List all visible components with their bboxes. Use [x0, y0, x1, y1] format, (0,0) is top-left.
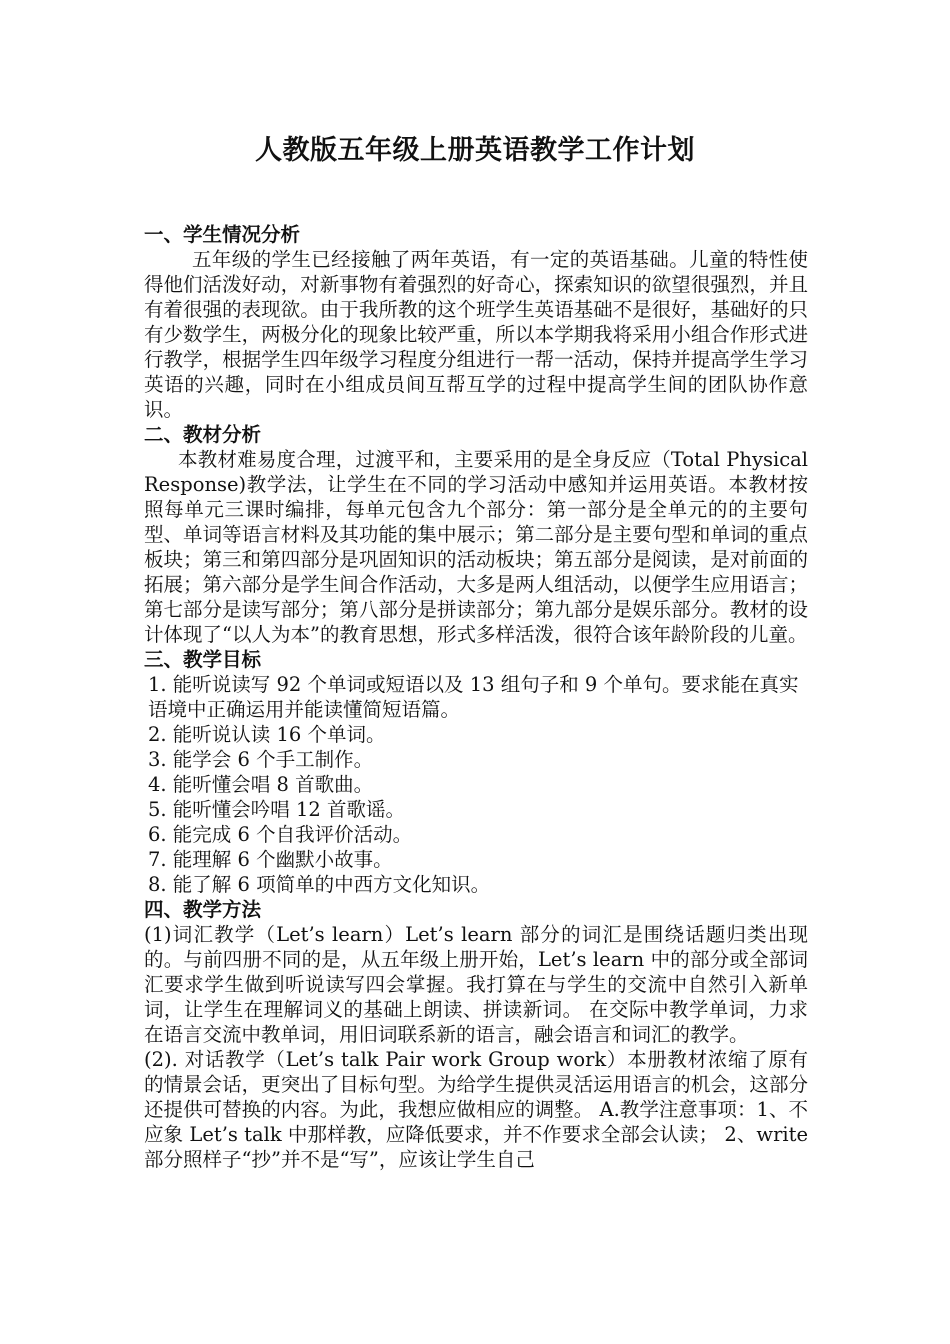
goal-item: 4. 能听懂会唱 8 首歌曲。 — [148, 773, 374, 796]
section-heading-teaching-methods: 四、教学方法 — [144, 898, 262, 921]
goal-item: 6. 能完成 6 个自我评价活动。 — [148, 823, 413, 846]
section-paragraph-student-analysis: 五年级的学生已经接触了两年英语，有一定的英语基础。儿童的特性使得他们活泼好动，对新事物有着强烈的好奇心，探索知识的欲望很强烈，并且有着很强的表现欲。由于我所教的这个班学生英语基础不是很好，基础好的只有少数学生，两极分化的现象比较严重，所以本学期我将采用小组合作形式进行教学，根据学生四年级学习程度分组进行一帮一活动，保持并提高学生学习英语的兴趣，同时在小组成员间互帮互学的过程中提高学生间的团队协作意识。 — [144, 248, 808, 421]
section-heading-student-analysis: 一、学生情况分析 — [144, 223, 301, 246]
goal-item: 3. 能学会 6 个手工制作。 — [148, 748, 374, 771]
section-heading-textbook-analysis: 二、教材分析 — [144, 423, 262, 446]
document-body — [144, 222, 808, 1172]
goal-item: 5. 能听懂会吟唱 12 首歌谣。 — [148, 798, 406, 821]
section-paragraph-textbook-analysis: 本教材难易度合理，过渡平和，主要采用的是全身反应（Total Physical Response)教学法，让学生在不同的学习活动中感知并运用英语。本教材按照每单元三课时编排，每单元包含九个部分：第一部分是全单元的的主要句型、单词等语言材料及其功能的集中展示；第二部分是主要句型和单词的重点板块；第三和第四部分是巩固知识的活动板块；第五部分是阅读，是对前面的拓展；第六部分是学生间合作活动，大多是两人组活动，以便学生应用语言；第七部分是读写部分；第八部分是拼读部分；第九部分是娱乐部分。教材的设计体现了“以人为本”的教育思想，形式多样活泼，很符合该年龄阶段的儿童。 — [144, 448, 808, 646]
goal-item: 2. 能听说认读 16 个单词。 — [148, 723, 386, 746]
method-paragraph-vocabulary: (1)词汇教学（Let’s learn）Let’s learn 部分的词汇是围绕话题归类出现的。与前四册不同的是，从五年级上册开始，Let’s learn 中的部分或全部词汇要求学生做到听说读写四会掌握。我打算在与学生的交流中自然引入新单词，让学生在理解词义的基础上朗读、拼读新词。 在交际中教学单词，力求在语言交流中教单词，用旧词联系新的语言，融会语言和词汇的教学。 — [144, 923, 808, 1046]
goal-item: 8. 能了解 6 项简单的中西方文化知识。 — [148, 873, 491, 896]
section-heading-teaching-goals: 三、教学目标 — [144, 648, 262, 671]
document-title: 人教版五年级上册英语教学工作计划 — [255, 135, 695, 166]
goal-item: 1. 能听说读写 92 个单词或短语以及 13 组句子和 9 个单句。要求能在真实 语境中正确运用并能读懂简短语篇。 — [148, 673, 799, 721]
goal-item: 7. 能理解 6 个幽默小故事。 — [148, 848, 393, 871]
method-paragraph-dialogue: (2). 对话教学（Let’s talk Pair work Group work）本册教材浓缩了原有的情景会话，更突出了目标句型。为给学生提供灵活运用语言的机会，这部分还提供可替换的内容。为此，我想应做相应的调整。 A.教学注意事项：1、不应象 Let’s talk 中那样教，应降低要求，并不作要求全部会认读； 2、write 部分照样子“抄”并不是“写”，应该让学生自己 — [144, 1048, 808, 1171]
